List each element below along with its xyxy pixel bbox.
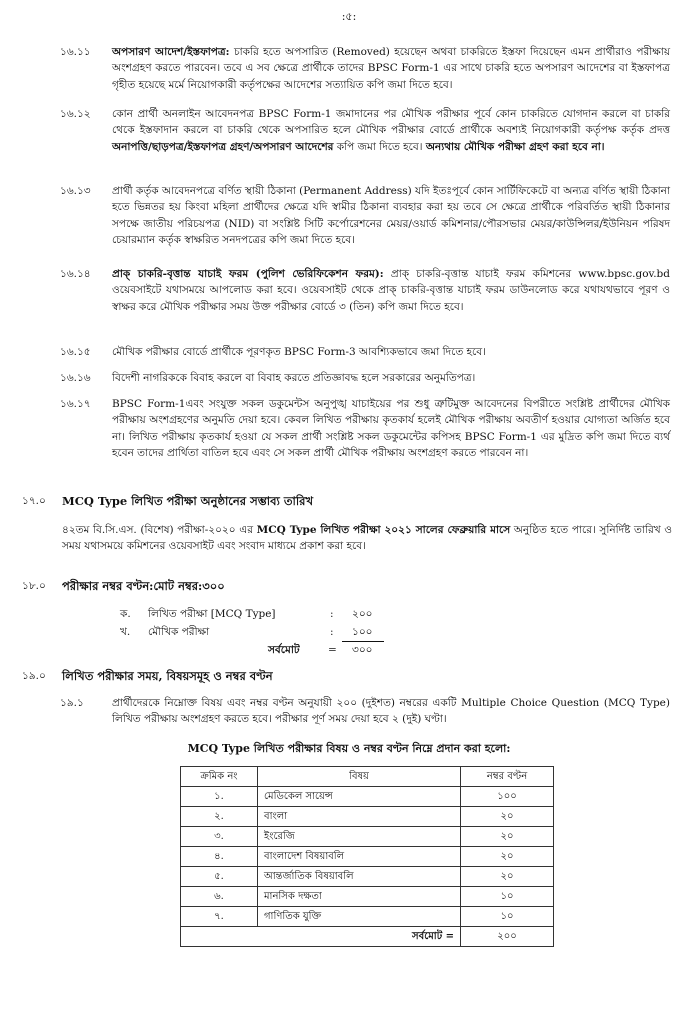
section-number: ১৮.০: [22, 580, 46, 592]
table-row: [181, 827, 554, 847]
marks-separator: :: [330, 626, 334, 638]
clause-16-13: [60, 183, 670, 248]
cell-serial: ২.: [181, 807, 258, 827]
section-19: [22, 668, 672, 686]
clause-16-14: [60, 266, 670, 315]
clause-title: প্রাক্ চাকরি-বৃত্তান্ত যাচাই ফরম (পুলিশ ভেরিফিকেশন ফরম):: [112, 268, 384, 280]
table-row: [181, 907, 554, 927]
marks-key: খ.: [120, 626, 131, 638]
cell-serial: ৭.: [181, 907, 258, 927]
cell-marks: ২০: [461, 827, 554, 847]
paragraph-bold: MCQ Type লিখিত পরীক্ষা ২০২১ সালের ফেব্রুয়ারি মাসে: [256, 524, 511, 536]
marks-total-label: সর্বমোট: [268, 644, 300, 656]
cell-serial: ৫.: [181, 867, 258, 887]
cell-subject: বাংলা: [258, 807, 461, 827]
marks-value: ১০০: [352, 626, 373, 638]
clause-number: ১৬.১৬: [60, 372, 91, 384]
marks-total-sep: =: [328, 644, 337, 656]
marks-row-written: [120, 606, 380, 624]
clause-number: ১৬.১৫: [60, 346, 91, 358]
clause-16-17: [60, 396, 670, 461]
table-row: [181, 867, 554, 887]
table-row: [181, 787, 554, 807]
marks-key: ক.: [120, 608, 131, 620]
cell-serial: ৬.: [181, 887, 258, 907]
table-header-row: [181, 767, 554, 787]
clause-number: ১৯.১: [60, 697, 84, 709]
clause-16-15: [60, 344, 670, 360]
clause-number: ১৬.১৩: [60, 185, 91, 197]
clause-text: বিদেশী নাগরিককে বিবাহ করলে বা বিবাহ করতে প্রতিজ্ঞাবদ্ধ হলে সরকারের অনুমতিপত্র।: [112, 372, 476, 384]
subject-marks-table: [180, 766, 554, 947]
cell-marks: ২০: [461, 807, 554, 827]
cell-marks: ২০: [461, 847, 554, 867]
paragraph-text-2: অনুষ্ঠিত হতে পারে। সুনির্দিষ্ট তারিখ ও সময় যথাসময়ে কমিশনের ওয়েবসাইট এবং সংবাদ মাধ্যমে প্রকাশ করা হবে।: [62, 524, 673, 553]
cell-serial: ১.: [181, 787, 258, 807]
clause-bold-2: অন্যথায় মৌখিক পরীক্ষা গ্রহণ করা হবে না।: [425, 140, 605, 153]
clause-number: ১৬.১৪: [60, 268, 91, 280]
cell-subject: গাণিতিক যুক্তি: [258, 907, 461, 927]
header-marks: নম্বর বণ্টন: [461, 767, 554, 787]
clause-body: কোন প্রার্থী অনলাইন আবেদনপত্র BPSC Form-1 জমাদানের পর মৌখিক পরীক্ষার পূর্বে কোন চাকরিতে যোগদান করলে বা চাকরি থেকে ইস্তফাদান করলে বা চাকরি থেকে অপসারিত হলে মৌখিক পরীক্ষার বোর্ডে প্রার্থীকে অবশ্যই নিয়োগকারী কর্তৃপক্ষ কর্তৃক প্রদত্ত: [112, 108, 670, 137]
header-subject: বিষয়: [258, 767, 461, 787]
cell-marks: ১০০: [461, 787, 554, 807]
table-row: [181, 847, 554, 867]
section-17-paragraph: [62, 522, 672, 555]
cell-subject: বাংলাদেশ বিষয়াবলি: [258, 847, 461, 867]
table-row: [181, 807, 554, 827]
marks-row-total: [120, 642, 380, 660]
paragraph-text: ৪২তম বি.সি.এস. (বিশেষ) পরীক্ষা-২০২০ এর: [62, 524, 253, 536]
page-number: :৫:: [341, 10, 357, 23]
marks-total-value: ৩০০: [352, 644, 373, 656]
cell-marks: ২০: [461, 867, 554, 887]
clause-title: অপসারণ আদেশ/ইস্তফাপত্র:: [112, 46, 230, 58]
cell-serial: ৩.: [181, 827, 258, 847]
section-heading: পরীক্ষার নম্বর বণ্টন:মোট নম্বর:৩০০: [62, 579, 225, 593]
clause-body: প্রাক্ চাকরি-বৃত্তান্ত যাচাই ফরম কমিশনের www.bpsc.gov.bd ওয়েবসাইটে যথাসময়ে আপলোড করা হবে। ওয়েবসাইট থেকে প্রাক্ চাকরি-বৃত্তান্ত যাচাই ফরম ডাউনলোড করে যথাযথভাবে পূরণ ও স্বাক্ষর করে মৌখিক পরীক্ষার সময় উক্ত পরীক্ষার বোর্ডে ৩ (তিন) কপি জমা দিতে হবে।: [112, 268, 670, 313]
section-18: [22, 578, 672, 596]
table-row: [181, 887, 554, 907]
clause-text: প্রার্থীদেরকে নিম্নোক্ত বিষয় এবং নম্বর বণ্টন অনুযায়ী ২০০ (দুইশত) নম্বরের একটি Multiple Choice Question (MCQ Type) লিখিত পরীক্ষায় অংশগ্রহণ করতে হবে। পরীক্ষার পূর্ণ সময় দেয়া হবে ২ (দুই) ঘণ্টা।: [112, 697, 670, 726]
marks-label: মৌখিক পরীক্ষা: [148, 626, 210, 638]
clause-text: [112, 106, 670, 155]
cell-subject: মানসিক দক্ষতা: [258, 887, 461, 907]
section-17: [22, 493, 672, 511]
marks-row-viva: [120, 624, 380, 642]
clause-body: চাকরি হতে অপসারিত (Removed) হয়েছেন অথবা চাকরিতে ইস্তফা দিয়েছেন এমন প্রার্থীরাও পরীক্ষায় অংশগ্রহণ করতে পারবেন। তবে এ সব ক্ষেত্রে প্রার্থীকে তাদের BPSC Form-1 এর সাথে চাকরি হতে অপসারণ আদেশের বা ইস্তফাপত্র গৃহীত হয়েছে মর্মে নিয়োগকারী কর্তৃপক্ষের আদেশের সত্যায়িত কপি জমা দিতে হবে।: [112, 46, 671, 91]
clause-16-11: [60, 44, 670, 93]
clause-text: প্রার্থী কর্তৃক আবেদনপত্রে বর্ণিত স্থায়ী ঠিকানা (Permanent Address) যদি ইতঃপূর্বে কোন সার্টিফিকেটে বা অন্যত্র বর্ণিত স্থায়ী ঠিকানা হতে ভিন্নতর হয় কিংবা মহিলা প্রার্থীদের ক্ষেত্রে যদি স্বামীর ঠিকানা ব্যবহার করা হয় তবে সে ক্ষেত্রে প্রার্থীকে পরিবর্তিত স্থায়ী ঠিকানার সপক্ষে জাতীয় পরিচয়পত্র (NID) বা সংশ্লিষ্ট সিটি কর্পোরেশনের মেয়র/ওয়ার্ড কমিশনার/পৌরসভার মেয়র/কাউন্সিলর/ইউনিয়ন পরিষদ চেয়ারম্যান কর্তৃক স্বাক্ষরিত সনদপত্রের কপি জমা দিতে হবে।: [112, 185, 670, 246]
cell-subject: ইংরেজি: [258, 827, 461, 847]
cell-marks: ১০: [461, 907, 554, 927]
clause-19-1: [60, 695, 670, 728]
cell-serial: ৪.: [181, 847, 258, 867]
marks-label: লিখিত পরীক্ষা [MCQ Type]: [148, 608, 276, 620]
clause-text: [112, 266, 670, 315]
clause-body-2: কপি জমা দিতে হবে।: [336, 140, 423, 153]
clause-text: [112, 44, 670, 93]
clause-16-12: [60, 106, 670, 155]
header-serial: ক্রমিক নং: [181, 767, 258, 787]
clause-number: ১৬.১২: [60, 108, 91, 120]
clause-bold: অনাপত্তি/ছাড়পত্র/ইস্তফাপত্র গ্রহণ/অপসারণ আদেশের: [112, 140, 334, 153]
cell-total-label: সর্বমোট =: [181, 927, 461, 947]
section-number: ১৭.০: [22, 495, 46, 507]
clause-text: BPSC Form-1এবং সংযুক্ত সকল ডকুমেন্টস অনুপুঙ্খ যাচাইয়ের পর শুধু ত্রুটিমুক্ত আবেদনের বিপরীতে সংশ্লিষ্ট প্রার্থীদের মৌখিক পরীক্ষায় অংশগ্রহণের অনুমতি দেয়া হবে। কেবল লিখিত পরীক্ষায় কৃতকার্য হলেই মৌখিক পরীক্ষায় অবতীর্ণ হওয়ার যোগ্যতা অর্জিত হবে না। লিখিত পরীক্ষায় কৃতকার্য হওয়া যে সকল প্রার্থী সংশ্লিষ্ট সকল ডকুমেন্টের কপিসহ BPSC Form-1 এর মুদ্রিত কপি জমা দিতে ব্যর্থ হবেন তাদের প্রার্থিতা বাতিল হবে এবং সে সকল প্রার্থী মৌখিক পরীক্ষায় অংশগ্রহণ করতে পারবেন না।: [112, 398, 670, 459]
table-caption: MCQ Type লিখিত পরীক্ষার বিষয় ও নম্বর বণ্টন নিম্নে প্রদান করা হলো:: [187, 742, 511, 755]
cell-subject: মেডিকেল সায়েন্স: [258, 787, 461, 807]
clause-text: মৌখিক পরীক্ষার বোর্ডে প্রার্থীকে পূরণকৃত BPSC Form-3 আবশ্যিকভাবে জমা দিতে হবে।: [112, 346, 486, 358]
section-heading: লিখিত পরীক্ষার সময়, বিষয়সমূহ ও নম্বর বণ্টন: [62, 669, 273, 683]
cell-subject: আন্তর্জাতিক বিষয়াবলি: [258, 867, 461, 887]
cell-marks: ১০: [461, 887, 554, 907]
section-number: ১৯.০: [22, 670, 46, 682]
cell-total-value: ২০০: [461, 927, 554, 947]
marks-separator: :: [330, 608, 334, 620]
section-heading: MCQ Type লিখিত পরীক্ষা অনুষ্ঠানের সম্ভাব্য তারিখ: [62, 494, 314, 508]
clause-16-16: [60, 370, 670, 386]
marks-value: ২০০: [352, 608, 373, 620]
clause-number: ১৬.১১: [60, 46, 91, 58]
table-total-row: [181, 927, 554, 947]
clause-number: ১৬.১৭: [60, 398, 91, 410]
